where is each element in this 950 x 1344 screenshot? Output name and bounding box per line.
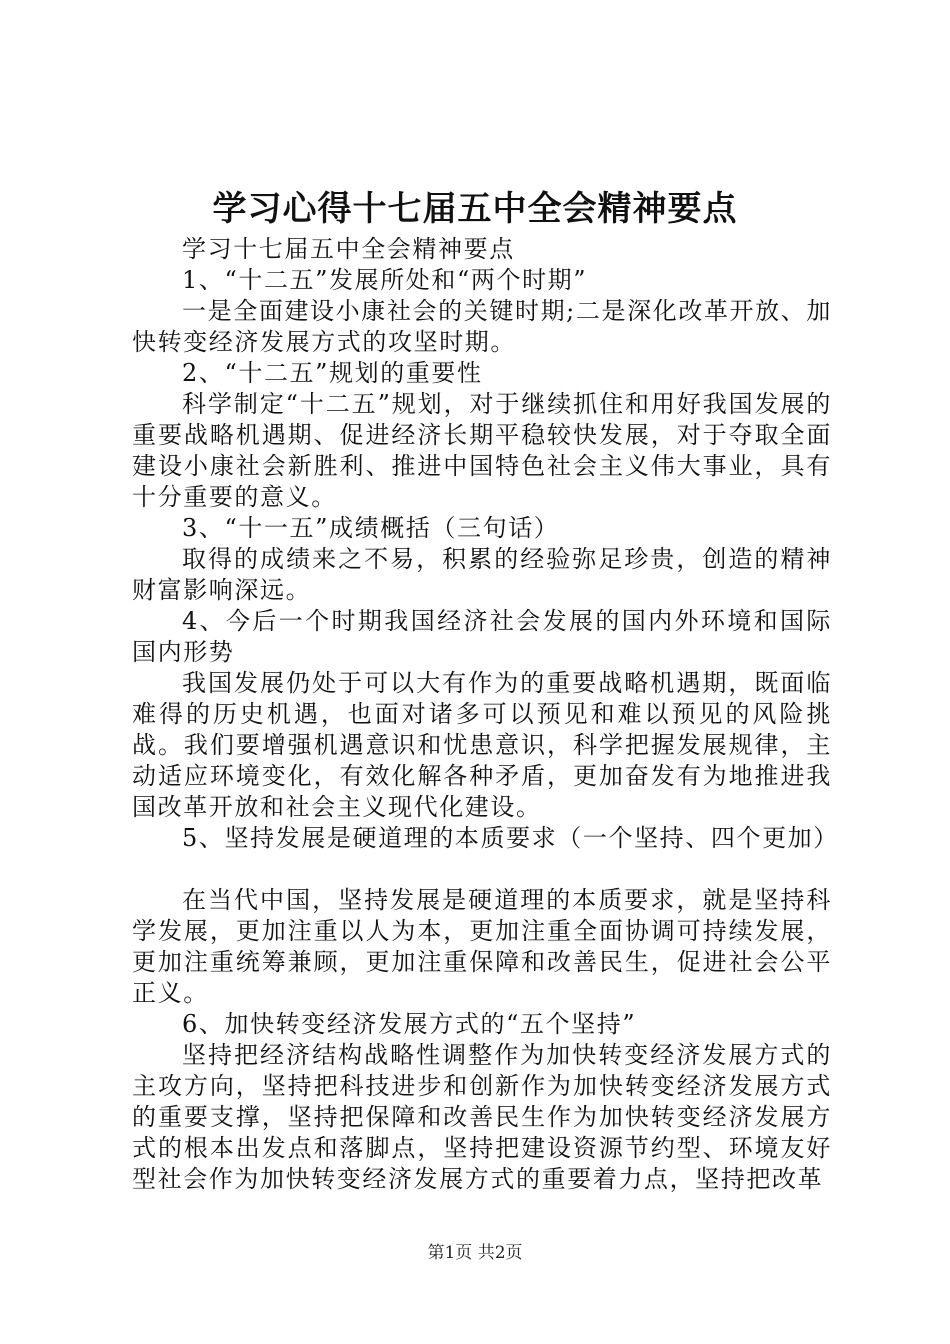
paragraph-5: 在当代中国，坚持发展是硬道理的本质要求，就是坚持科学发展，更加注重以人为本，更加注重全面协调可持续发展，更加注重统筹兼顾，更加注重保障和改善民生，促进社会公平正义。 [132,886,832,1007]
paragraph-1: 一是全面建设小康社会的关键时期;二是深化改革开放、加快转变经济发展方式的攻坚时期。 [132,297,832,356]
document-body [132,234,839,1195]
paragraph-subtitle: 学习十七届五中全会精神要点 [182,235,515,263]
heading-3: 3、“十一五”成绩概括（三句话） [182,514,560,542]
paragraph-4: 我国发展仍处于可以大有作为的重要战略机遇期，既面临难得的历史机遇，也面对诸多可以预见和难以预见的风险挑战。我们要增强机遇意识和忧患意识，科学把握发展规律，主动适应环境变化，有效化解各种矛盾，更加奋发有为地推进我国改革开放和社会主义现代化建设。 [132,669,832,821]
paragraph-3: 取得的成绩来之不易，积累的经验弥足珍贵，创造的精神财富影响深远。 [132,545,832,604]
document-title: 学习心得十七届五中全会精神要点 [212,189,738,229]
heading-5: 5、坚持发展是硬道理的本质要求（一个坚持、四个更加） [182,824,839,852]
paragraph-2: 科学制定“十二五”规划，对于继续抓住和用好我国发展的重要战略机遇期、促进经济长期平稳较快发展，对于夺取全面建设小康社会新胜利、推进中国特色社会主义伟大事业，具有十分重要的意义。 [132,390,832,511]
heading-1: 1、“十二五”发展所处和“两个时期” [182,266,588,294]
page-number-footer: 第1页 共2页 [427,1243,523,1263]
heading-4: 4、今后一个时期我国经济社会发展的国内外环境和国际国内形势 [132,607,832,666]
heading-6: 6、加快转变经济发展方式的“五个坚持” [182,1010,637,1038]
heading-2: 2、“十二五”规划的重要性 [182,359,483,387]
paragraph-6: 坚持把经济结构战略性调整作为加快转变经济发展方式的主攻方向，坚持把科技进步和创新作为加快转变经济发展方式的重要支撑，坚持把保障和改善民生作为加快转变经济发展方式的根本出发点和落脚点，坚持把建设资源节约型、环境友好型社会作为加快转变经济发展方式的重要着力点，坚持把改革 [132,1041,832,1193]
